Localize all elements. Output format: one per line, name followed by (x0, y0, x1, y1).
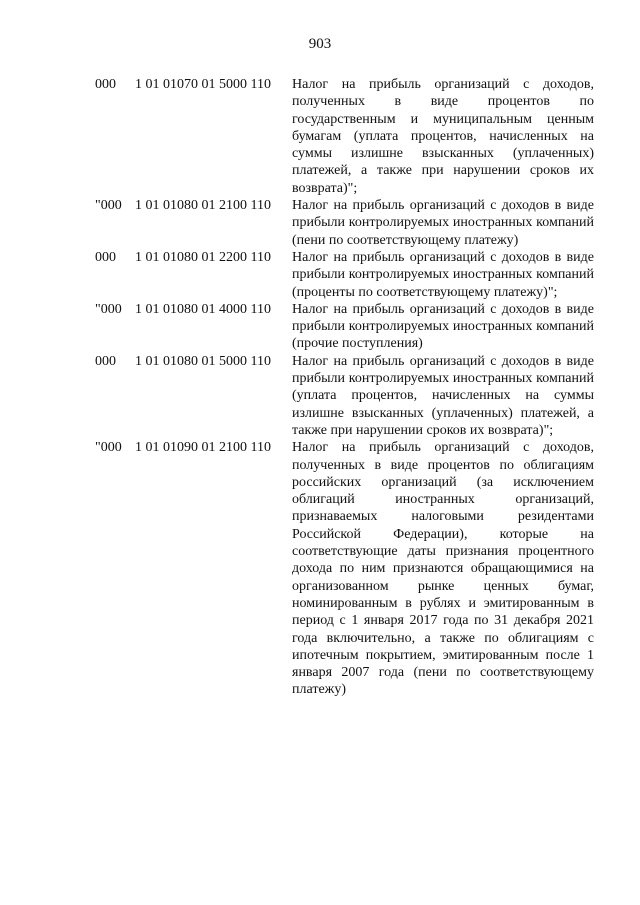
admin-code: 000 (95, 249, 116, 265)
admin-code: "000 (95, 198, 122, 214)
row-description: Налог на прибыль организаций с доходов, полученных в виде процентов по облигациям российских организаций (за исключением облигаций иностранных организаций, признаваемых налоговыми резидентами Российской Федерации), которые на соответствующие даты признания процентного дохода по ним признаются обращающимися на организованном рынке ценных бумаг, номинированным в рублях и эмитированным в период с 1 января 2017 года по 31 декабря 2021 года включительно, а также по облигациям с ипотечным покрытием, эмитированным после 1 января 2007 года (пени по соответствующему платежу) (292, 440, 594, 698)
table-row (0, 197, 640, 249)
kbk-code: 1 01 01080 01 2100 110 (135, 198, 271, 214)
admin-code: "000 (95, 301, 122, 317)
admin-code: "000 (95, 440, 122, 456)
kbk-table (0, 76, 640, 699)
page-number: 903 (308, 36, 332, 52)
row-description: Налог на прибыль организаций с доходов в виде прибыли контролируемых иностранных компаний (уплата процентов, начисленных на суммы излишне взысканных (уплаченных) платежей, а также при нарушении сроков их возврата)"; (292, 353, 594, 438)
table-row (0, 76, 640, 197)
kbk-code: 1 01 01080 01 4000 110 (135, 301, 271, 317)
row-description: Налог на прибыль организаций с доходов в виде прибыли контролируемых иностранных компаний (проценты по соответствующему платежу)"; (292, 249, 594, 300)
kbk-code: 1 01 01070 01 5000 110 (135, 77, 271, 92)
admin-code: 000 (95, 353, 116, 369)
row-description: Налог на прибыль организаций с доходов в виде прибыли контролируемых иностранных компаний (прочие поступления) (292, 301, 594, 352)
kbk-code: 1 01 01080 01 2200 110 (135, 249, 271, 265)
row-description: Налог на прибыль организаций с доходов в виде прибыли контролируемых иностранных компаний (пени по соответствующему платежу) (292, 198, 594, 248)
admin-code: 000 (95, 77, 116, 92)
table-row (0, 249, 640, 301)
kbk-code: 1 01 01090 01 2100 110 (135, 440, 271, 456)
table-row (0, 353, 640, 439)
table-row (0, 439, 640, 698)
row-description: Налог на прибыль организаций с доходов, полученных в виде процентов по государственным и муниципальным ценным бумагам (уплата процентов, начисленных на суммы излишне взысканных (уплаченных) платежей, а также при нарушении сроков их возврата)"; (292, 77, 594, 196)
kbk-code: 1 01 01080 01 5000 110 (135, 353, 271, 369)
table-row (0, 301, 640, 353)
